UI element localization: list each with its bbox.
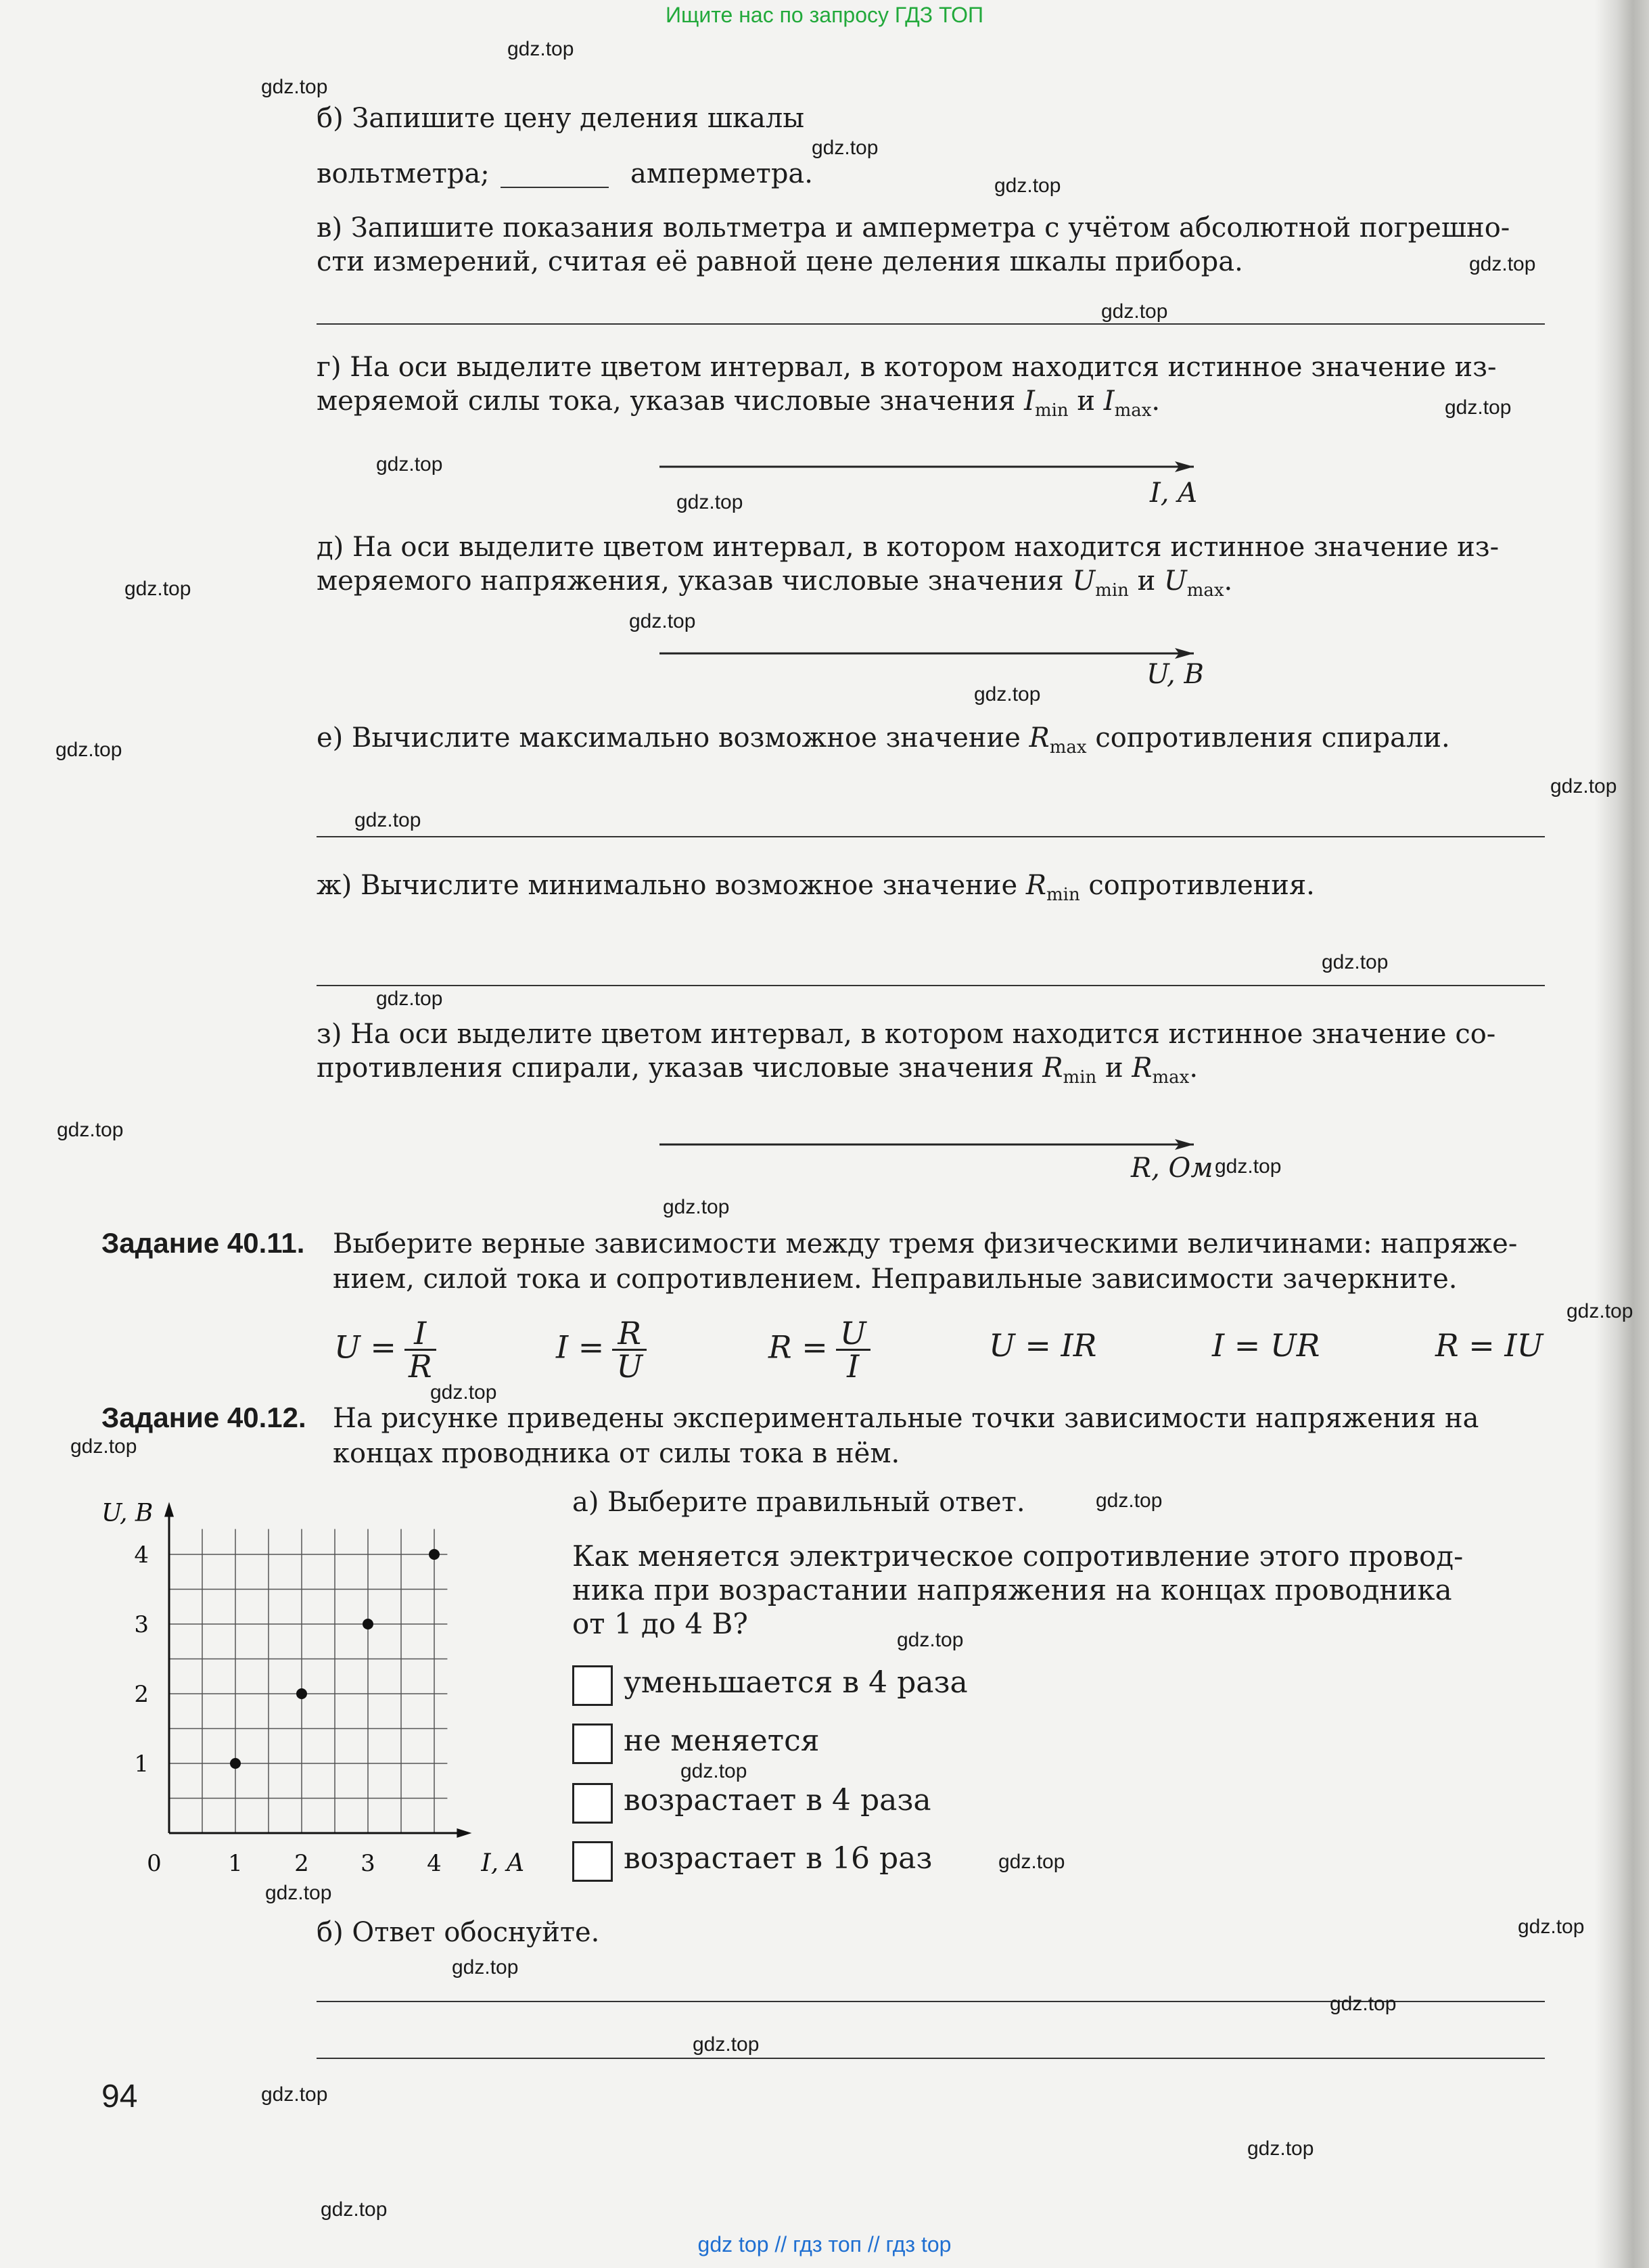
answer-line-e[interactable] <box>317 836 1545 837</box>
voltage-axis[interactable] <box>659 644 1201 664</box>
section-b-ammeter: амперметра. <box>630 158 813 189</box>
watermark: gdz.top <box>376 988 443 1010</box>
option-label-2: не меняется <box>624 1723 820 1758</box>
answer-line-zh[interactable] <box>317 985 1545 986</box>
watermark: gdz.top <box>897 1629 964 1651</box>
option-label-1: уменьшается в 4 раза <box>624 1665 968 1700</box>
formula-u-i-over-r[interactable]: U = $\frac{I}{R}$ <box>334 1318 436 1382</box>
task-40-11-line1: Выберите верные зависимости между тремя физическими величинами: напряже- <box>333 1228 1518 1259</box>
y-axis-label: U, В <box>101 1499 154 1527</box>
watermark: gdz.top <box>1518 1916 1585 1938</box>
section-d-line1: д) На оси выделите цветом интервал, в котором находится истинное значение из- <box>317 532 1500 563</box>
option-checkbox-3[interactable] <box>572 1783 613 1824</box>
voltage-axis-label: U, В <box>1146 659 1204 690</box>
answer-line-voltmeter[interactable] <box>501 187 609 188</box>
watermark: gdz.top <box>261 2083 328 2106</box>
formula-i-ur[interactable]: I = UR <box>1212 1327 1320 1364</box>
watermark: gdz.top <box>1469 253 1536 275</box>
watermark: gdz.top <box>676 491 743 513</box>
formula-u-ir[interactable]: U = IR <box>989 1327 1097 1364</box>
watermark: gdz.top <box>1322 951 1389 973</box>
option-checkbox-4[interactable] <box>572 1841 613 1882</box>
task-40-12-label: Задание 40.12. <box>101 1402 306 1433</box>
watermark: gdz.top <box>1096 1489 1163 1512</box>
x-tick-label: 4 <box>427 1850 442 1874</box>
u-vs-i-chart <box>95 1468 555 1874</box>
section-z-line2: противления спирали, указав числовые значения $R_{min}$ и $R_{max}$. <box>317 1052 1199 1088</box>
watermark: gdz.top <box>1445 396 1512 419</box>
watermark: gdz.top <box>430 1381 497 1404</box>
option-checkbox-1[interactable] <box>572 1665 613 1706</box>
task-40-11-line2: нием, силой тока и сопротивлением. Неправильные зависимости зачеркните. <box>333 1264 1458 1295</box>
watermark: gdz.top <box>680 1760 747 1782</box>
watermark: gdz.top <box>321 2198 388 2221</box>
section-zh-text: ж) Вычислите минимально возможное значение $R_{min}$ сопротивления. <box>317 870 1315 905</box>
section-g-line1: г) На оси выделите цветом интервал, в котором находится истинное значение из- <box>317 352 1497 383</box>
watermark: gdz.top <box>812 137 879 159</box>
formula-i-r-over-u[interactable]: I = $\frac{R}{U}$ <box>556 1318 647 1382</box>
task-40-11-label: Задание 40.11. <box>101 1227 305 1259</box>
watermark: gdz.top <box>693 2033 760 2056</box>
watermark: gdz.top <box>55 739 122 761</box>
current-axis-label: I, A <box>1150 478 1198 509</box>
data-point <box>296 1688 307 1699</box>
question-line-3: от 1 до 4 В? <box>572 1607 748 1640</box>
watermark: gdz.top <box>998 1851 1065 1873</box>
watermark: gdz.top <box>70 1435 137 1458</box>
option-label-3: возрастает в 4 раза <box>624 1783 931 1818</box>
page-number: 94 <box>101 2079 138 2114</box>
question-line-2: ника при возрастании напряжения на концах проводника <box>572 1573 1452 1606</box>
current-axis[interactable] <box>659 457 1201 478</box>
option-checkbox-2[interactable] <box>572 1723 613 1764</box>
option-label-4: возрастает в 16 раз <box>624 1841 933 1876</box>
formula-r-u-over-i[interactable]: R = $\frac{U}{I}$ <box>768 1318 870 1382</box>
data-point <box>363 1619 373 1629</box>
watermark: gdz.top <box>354 809 421 831</box>
watermark: gdz.top <box>974 683 1041 705</box>
x-tick-label: 1 <box>228 1850 243 1874</box>
y-tick-label: 3 <box>134 1611 149 1638</box>
watermark: gdz.top <box>1247 2137 1314 2160</box>
watermark: gdz.top <box>261 76 328 98</box>
section-g-line2: меряемой силы тока, указав числовые значения $I_{min}$ и $I_{max}$. <box>317 386 1161 421</box>
y-tick-label: 1 <box>134 1751 149 1778</box>
section-z-line1: з) На оси выделите цветом интервал, в котором находится истинное значение со- <box>317 1019 1496 1050</box>
watermark: gdz.top <box>1330 1993 1397 2015</box>
watermark: gdz.top <box>663 1196 730 1218</box>
watermark: gdz.top <box>629 610 696 632</box>
top-banner[interactable]: Ищите нас по запросу ГДЗ ТОП <box>666 3 983 27</box>
question-line-1: Как меняется электрическое сопротивление этого провод- <box>572 1540 1464 1573</box>
watermark: gdz.top <box>1566 1300 1633 1322</box>
resistance-axis[interactable] <box>659 1135 1201 1155</box>
task-40-12-line2: концах проводника от силы тока в нём. <box>333 1438 900 1469</box>
bottom-banner[interactable]: gdz top // гдз топ // гдз top <box>697 2232 952 2257</box>
section-e-text: е) Вычислите максимально возможное значение $R_{max}$ сопротивления спирали. <box>317 722 1450 758</box>
resistance-axis-label: R, Ом <box>1131 1153 1213 1184</box>
part-b-text: б) Ответ обоснуйте. <box>317 1917 600 1948</box>
x-axis-arrow <box>457 1828 471 1838</box>
section-b-text: б) Запишите цену деления шкалы <box>317 103 805 134</box>
watermark: gdz.top <box>124 578 191 600</box>
x-tick-label: 2 <box>294 1850 309 1874</box>
formula-r-iu[interactable]: R = IU <box>1435 1327 1543 1364</box>
watermark: gdz.top <box>994 175 1061 197</box>
data-point <box>429 1549 440 1560</box>
x-axis-label: I, А <box>481 1849 525 1874</box>
section-v-line1: в) Запишите показания вольтметра и амперметра с учётом абсолютной погрешно- <box>317 212 1510 244</box>
section-v-line2: сти измерений, считая её равной цене деления шкалы прибора. <box>317 246 1243 277</box>
watermark: gdz.top <box>1101 300 1168 323</box>
section-d-line2: меряемого напряжения, указав числовые значения $U_{min}$ и $U_{max}$. <box>317 565 1233 601</box>
x-tick-label: 3 <box>361 1850 375 1874</box>
data-point <box>230 1758 241 1769</box>
y-tick-label: 4 <box>134 1542 149 1569</box>
y-axis-arrow <box>164 1502 174 1517</box>
task-40-12-line1: На рисунке приведены экспериментальные точки зависимости напряжения на <box>333 1403 1479 1434</box>
page-edge-shadow <box>1595 0 1649 2268</box>
watermark: gdz.top <box>452 1956 519 1978</box>
answer-line-b-2[interactable] <box>317 2058 1545 2059</box>
watermark: gdz.top <box>507 38 574 60</box>
y-tick-label: 2 <box>134 1681 149 1708</box>
section-b-voltmeter: вольтметра; <box>317 158 490 189</box>
answer-line-v[interactable] <box>317 323 1545 325</box>
watermark: gdz.top <box>265 1882 332 1904</box>
watermark: gdz.top <box>1550 775 1617 797</box>
watermark: gdz.top <box>1215 1155 1282 1178</box>
part-a-text: а) Выберите правильный ответ. <box>572 1487 1025 1518</box>
watermark: gdz.top <box>57 1119 124 1141</box>
watermark: gdz.top <box>376 453 443 476</box>
x-tick-label: 0 <box>147 1850 162 1874</box>
